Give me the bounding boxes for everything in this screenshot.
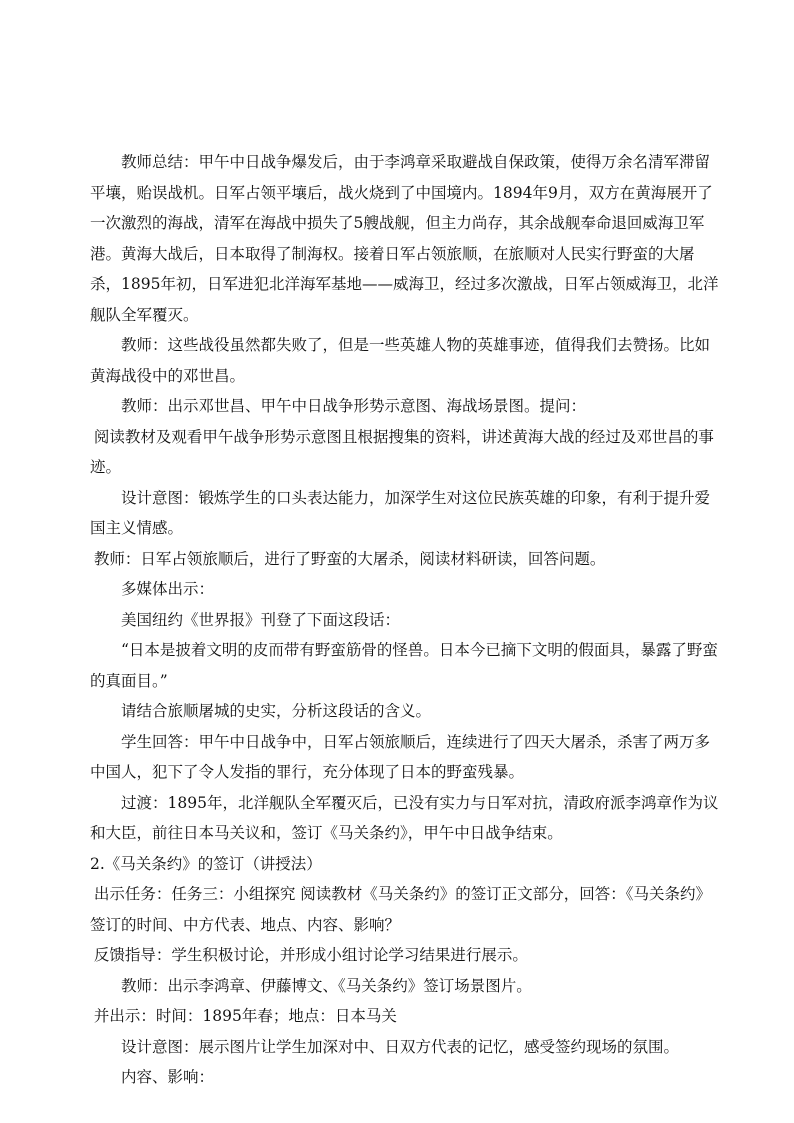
paragraph-content-impact: 内容、影响： — [121, 1068, 215, 1086]
paragraph-time-place: 并出示：时间：1895年春；地点：日本马关 — [93, 1007, 397, 1025]
paragraph-quote: “日本是披着文明的皮而带有野蛮筋骨的怪兽。日本今已摘下文明的假面具，暴露了野蛮的真面目。” — [90, 641, 718, 690]
paragraph-design-intent-2: 设计意图：展示图片让学生加深对中、日双方代表的记忆，感受签约现场的氛围。 — [121, 1037, 680, 1056]
paragraph-teacher-summary: 教师总结：甲午中日战争爆发后，由于李鸿章采取避战自保政策，使得万余名清军滞留平壤，贻误战机。日军占领平壤后，战火烧到了中国境内。1894年9月，双方在黄海展开了一次激烈的海战，清军在海战中损失了5艘战舰，但主力尚存，其余战舰奉命退回威海卫军港。黄海大战后，日本取得了制海权。接着日军占领旅顺，在旅顺对人民实行野蛮的大屠杀，1895年初，日军进犯北洋海军基地——威海卫，经过多次激战，日军占领威海卫，北洋舰队全军覆灭。 — [90, 153, 719, 324]
paragraph-read-textbook: 阅读教材及观看甲午战争形势示意图且根据搜集的资料，讲述黄海大战的经过及邓世昌的事迹。 — [90, 427, 714, 476]
paragraph-show-deng-shichang: 教师：出示邓世昌、甲午中日战争形势示意图、海战场景图。提问： — [121, 397, 587, 415]
paragraph-heroes: 教师：这些战役虽然都失败了，但是一些英雄人物的英雄事迹，值得我们去赞扬。比如黄海战役中的邓世昌。 — [90, 336, 711, 385]
paragraph-design-intent-1: 设计意图：锻炼学生的口头表达能力，加深学生对这位民族英雄的印象，有利于提升爱国主义情感。 — [90, 488, 711, 537]
paragraph-transition: 过渡：1895年，北洋舰队全军覆灭后，已没有实力与日军对抗，清政府派李鸿章作为议和大臣，前往日本马关议和，签订《马关条约》，甲午中日战争结束。 — [90, 793, 719, 842]
paragraph-student-answer: 学生回答：甲午中日战争中，日军占领旅顺后，连续进行了四天大屠杀，杀害了两万多中国人，犯下了令人发指的罪行，充分体现了日本的野蛮残暴。 — [90, 732, 711, 781]
paragraph-feedback: 反馈指导：学生积极讨论，并形成小组讨论学习结果进行展示。 — [93, 946, 528, 964]
paragraph-lushun-massacre: 教师：日军占领旅顺后，进行了野蛮的大屠杀，阅读材料研读，回答问题。 — [93, 549, 606, 568]
document-body — [90, 147, 720, 1093]
section-heading-treaty: 2.《马关条约》的签订（讲授法） — [90, 854, 322, 873]
paragraph-world-newspaper: 美国纽约《世界报》刊登了下面这段话： — [121, 610, 401, 629]
paragraph-task-three: 出示任务：任务三：小组探究 阅读教材《马关条约》的签订正文部分，回答：《马关条约》签订的时间、中方代表、地点、内容、影响？ — [90, 885, 712, 934]
paragraph-question: 请结合旅顺屠城的史实，分析这段话的含义。 — [121, 702, 432, 720]
paragraph-show-images: 教师：出示李鸿章、伊藤博文、《马关条约》签订场景图片。 — [121, 976, 532, 995]
paragraph-multimedia: 多媒体出示： — [121, 580, 215, 598]
